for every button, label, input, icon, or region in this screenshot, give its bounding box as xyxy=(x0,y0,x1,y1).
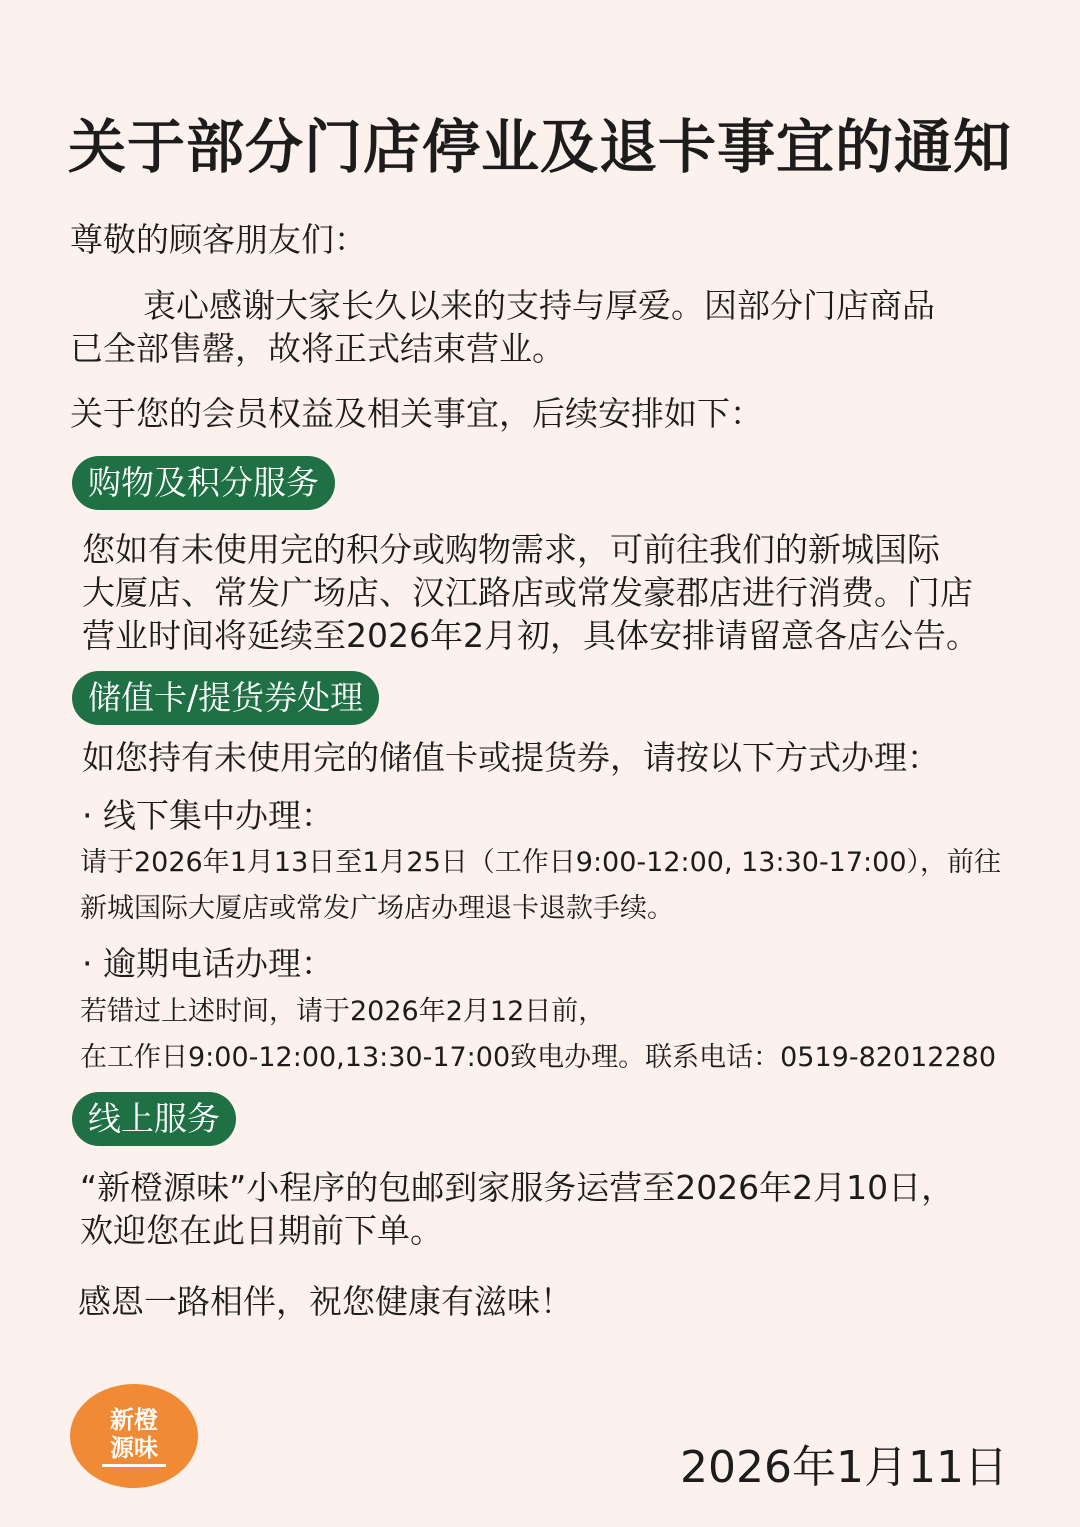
closing: 感恩一路相伴，祝您健康有滋味！ xyxy=(78,1282,573,1321)
logo-underline xyxy=(102,1464,166,1467)
section-heading-shopping: 购物及积分服务 xyxy=(72,456,335,510)
offline-title: 线下集中办理： xyxy=(103,796,334,835)
phone-line-1: 若错过上述时间，请于2026年2月12日前， xyxy=(80,996,606,1027)
greeting: 尊敬的顾客朋友们： xyxy=(70,220,367,259)
offline-line-1: 请于2026年1月13日至1月25日（工作日9:00-12:00, 13:30-17:00），前往 xyxy=(80,847,1001,878)
phone-line-2: 在工作日9:00-12:00,13:30-17:00致电办理。联系电话：0519-82012280 xyxy=(80,1042,997,1073)
bullet-dot: · xyxy=(82,796,93,835)
offline-line-2: 新城国际大厦店或常发广场店办理退卡退款手续。 xyxy=(80,893,674,924)
intro-line-2: 已全部售罄，故将正式结束营业。 xyxy=(70,329,565,368)
phone-title: 逾期电话办理： xyxy=(103,944,334,983)
arrangement-intro: 关于您的会员权益及相关事宜，后续安排如下： xyxy=(70,394,763,433)
logo-text-line-2: 源味 xyxy=(110,1433,158,1462)
notice-date: 2026年1月11日 xyxy=(680,1442,1008,1493)
shopping-line-2: 大厦店、常发广场店、汉江路店或常发豪郡店进行消费。门店 xyxy=(82,573,973,612)
intro-line-1: 衷心感谢大家长久以来的支持与厚爱。因部分门店商品 xyxy=(143,286,935,325)
shopping-line-3: 营业时间将延续至2026年2月初，具体安排请留意各店公告。 xyxy=(82,616,979,655)
logo-text-line-1: 新橙 xyxy=(110,1405,158,1434)
online-line-1: “新橙源味”小程序的包邮到家服务运营至2026年2月10日， xyxy=(80,1168,955,1207)
page-title: 关于部分门店停业及退卡事宜的通知 xyxy=(67,113,1012,181)
section-heading-online: 线上服务 xyxy=(72,1092,236,1146)
section-heading-card: 储值卡/提货券处理 xyxy=(72,671,379,725)
offline-heading xyxy=(82,794,334,838)
card-intro: 如您持有未使用完的储值卡或提货券，请按以下方式办理： xyxy=(82,738,940,777)
online-line-2: 欢迎您在此日期前下单。 xyxy=(80,1211,443,1250)
bullet-dot: · xyxy=(82,944,93,983)
phone-heading xyxy=(82,942,334,986)
brand-logo xyxy=(70,1384,198,1488)
shopping-line-1: 您如有未使用完的积分或购物需求，可前往我们的新城国际 xyxy=(82,530,940,569)
